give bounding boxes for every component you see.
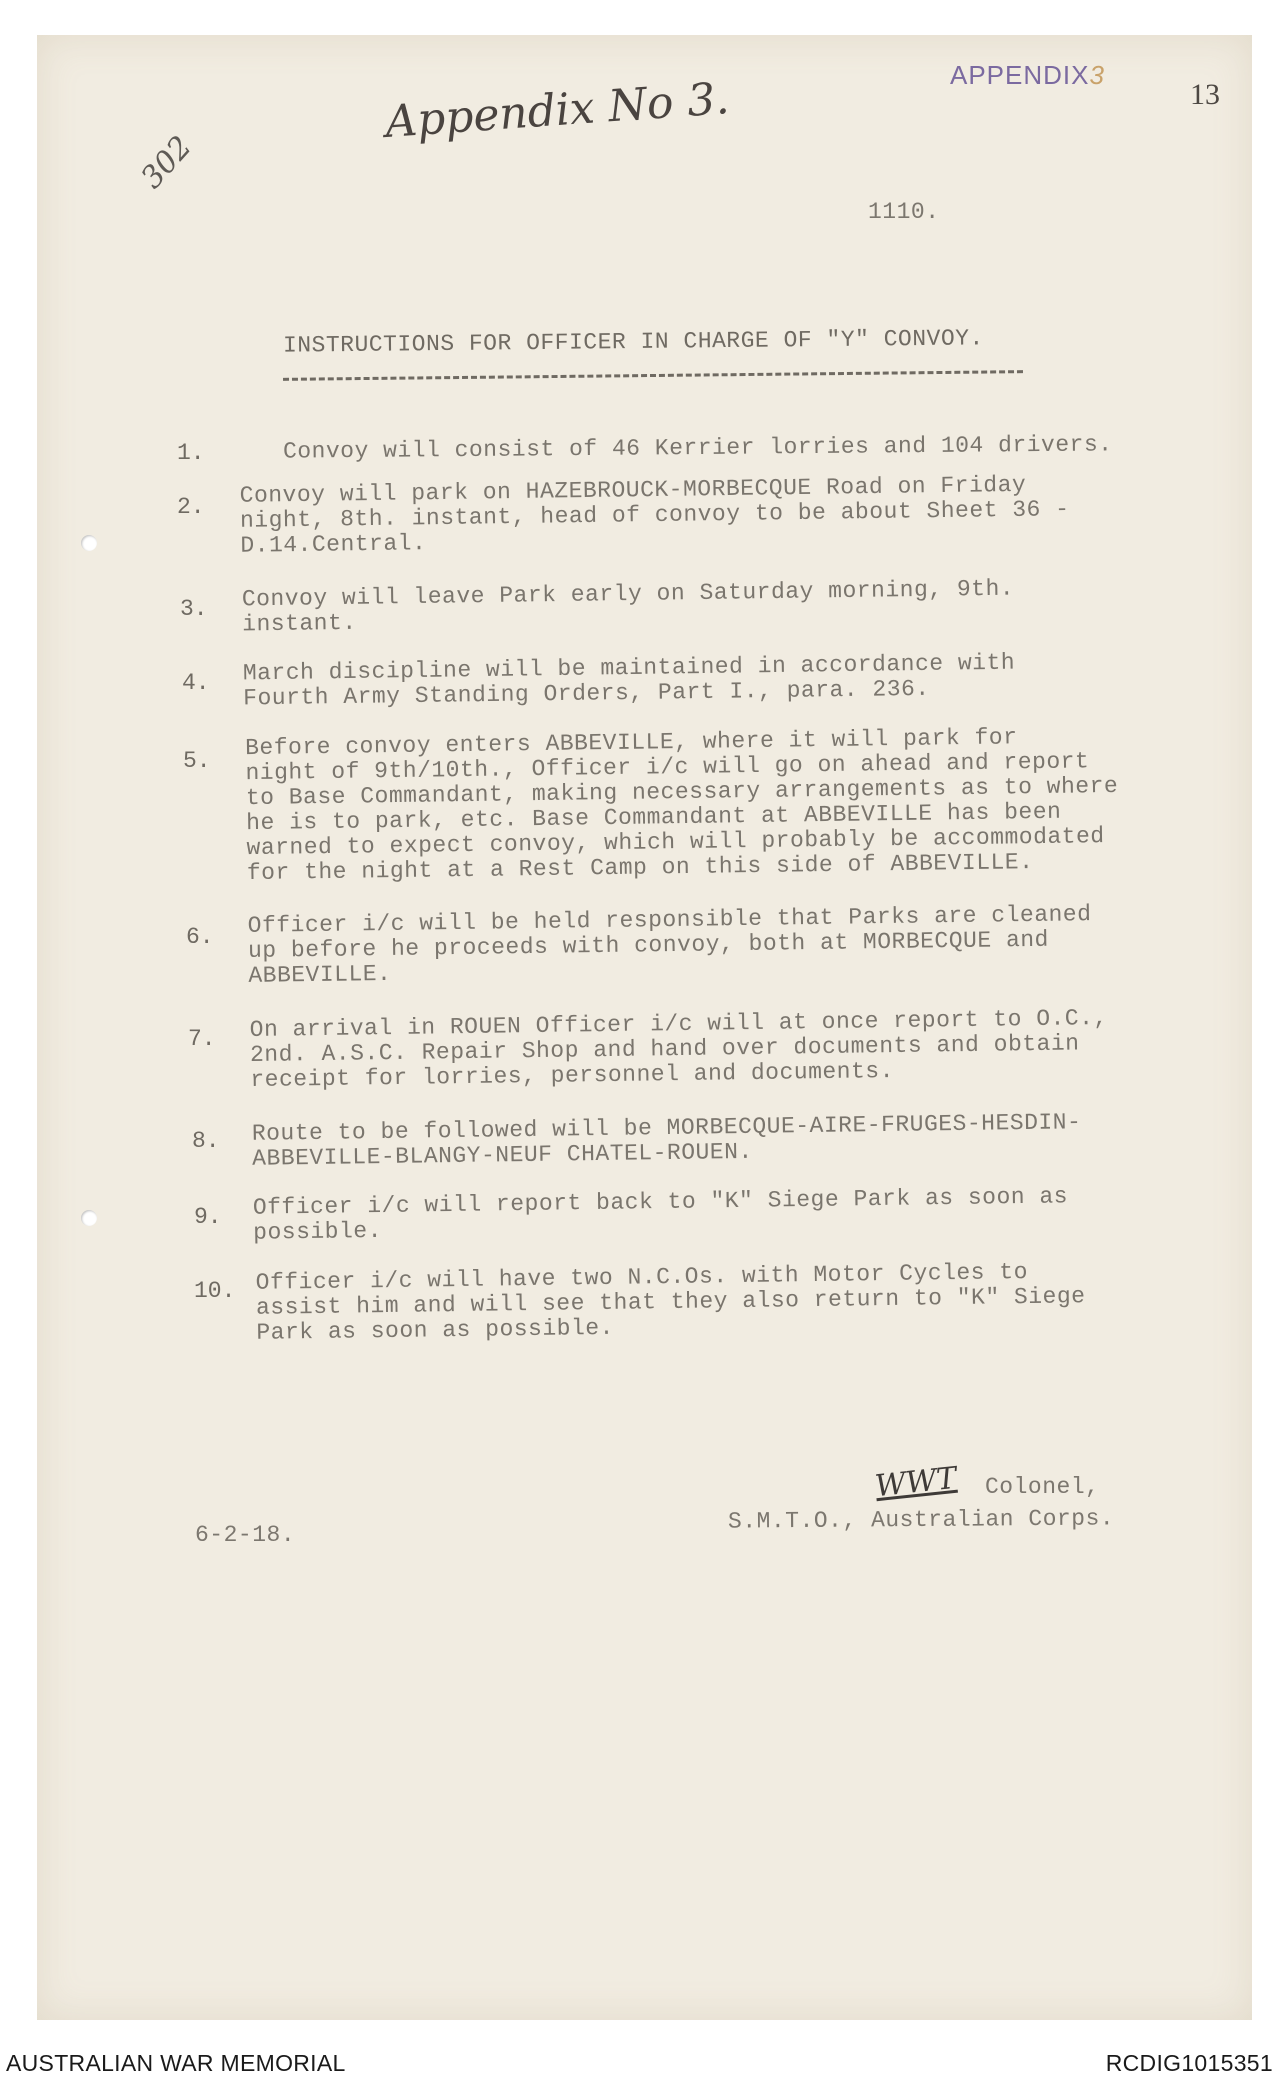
paragraph-number: 1. [177,440,205,466]
paragraph-number: 7. [188,1026,216,1052]
signature-initials: WWT [873,1460,959,1505]
archive-number: 302 [134,129,199,196]
appendix-stamp-text: APPENDIX [950,60,1090,90]
paragraph-number: 5. [183,748,211,774]
paragraph-text: March discipline will be maintained in accordance with Fourth Army Standing Orders, Part I., para. 236. [242,649,1016,712]
handwritten-appendix-note: Appendix No 3. [383,73,731,148]
paragraph-text: Convoy will leave Park early on Saturday morning, 9th. instant. [241,575,1015,638]
paragraph-text: Before convoy enters ABBEVILLE, where it will park for night of 9th/10th., Officer i/c will go on ahead and report to Base Commandant, making necessary arrangements as to where he is to park, etc. Base Commandant at ABBEVILLE has been warned to expect convoy, which will probably be accommodated for the night at a Rest Camp on this side of ABBEVILLE. [244,724,1119,887]
footer-record-id: RCDIG1015351 [1105,2050,1273,2076]
paragraph-number: 9. [194,1204,222,1230]
appendix-stamp [950,60,1105,91]
paragraph-number: 6. [186,924,214,950]
paragraph-text: Officer i/c will be held responsible that Parks are cleaned up before he proceeds with convoy, both at MORBECQUE and ABBEVILLE. [247,901,1092,989]
punch-hole [81,535,97,551]
paragraph-text: Officer i/c will report back to "K" Siege Park as soon as possible. [252,1183,1069,1246]
signature-rank: Colonel, [985,1474,1100,1500]
file-number: 1110. [868,199,940,225]
paragraph-text: Convoy will park on HAZEBROUCK-MORBECQUE Road on Friday night, 8th. instant, head of convoy to be about Sheet 36 - D.14.Central. [239,471,1070,559]
appendix-stamp-suffix: 3 [1089,60,1105,90]
document-date: 6-2-18. [195,1522,296,1548]
paragraph-number: 2. [177,494,205,520]
signature-appointment: S.M.T.O., Australian Corps. [727,1505,1115,1535]
page-number: 13 [1190,78,1220,111]
footer-institution: AUSTRALIAN WAR MEMORIAL [6,2050,346,2076]
paragraph-text: Route to be followed will be MORBECQUE-AIRE-FRUGES-HESDIN- ABBEVILLE-BLANGY-NEUF CHATEL-ROUEN. [251,1109,1082,1172]
punch-hole [81,1210,97,1226]
paragraph-number: 3. [180,596,208,622]
paragraph-number: 10. [194,1278,236,1304]
document-title: INSTRUCTIONS FOR OFFICER IN CHARGE OF "Y" CONVOY. [282,325,984,359]
paragraph-text: Officer i/c will have two N.C.Os. with Motor Cycles to assist him and will see that they also return to "K" Siege Park as soon as possible. [255,1259,1086,1346]
paragraph-number: 8. [192,1128,220,1154]
paragraph-number: 4. [182,670,210,696]
paragraph-text: On arrival in ROUEN Officer i/c will at once report to O.C., 2nd. A.S.C. Repair Shop and hand over documents and obtain receipt for lorries, personnel and documents. [249,1005,1108,1093]
paragraph-text: Convoy will consist of 46 Kerrier lorries and 104 drivers. [282,431,1113,465]
